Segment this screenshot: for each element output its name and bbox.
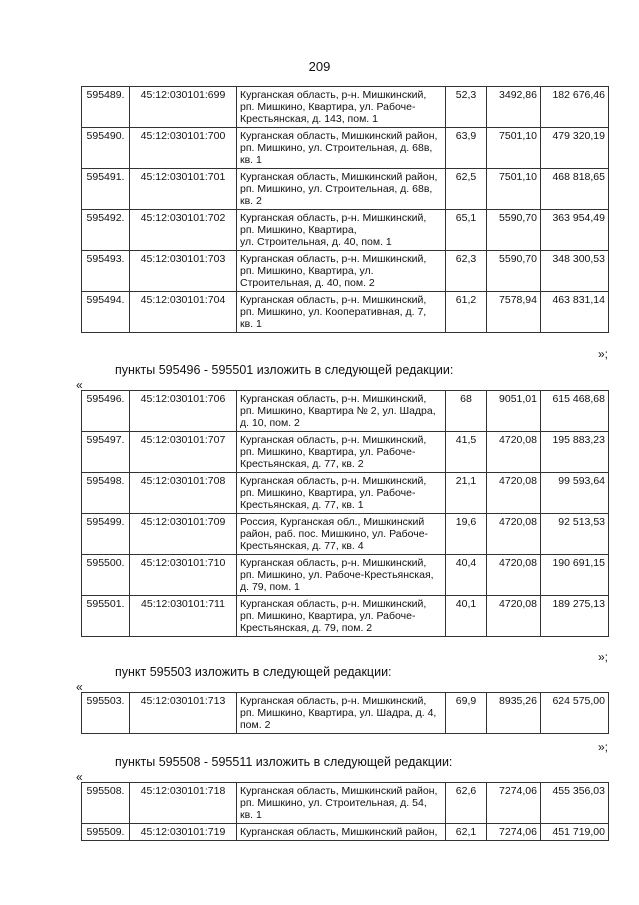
table-row (82, 432, 609, 473)
cadastral-cost: 615 468,68 (541, 391, 609, 432)
table-row (82, 210, 609, 251)
row-number: 595489. (82, 87, 130, 128)
registry-table-1 (81, 86, 609, 333)
table-row (82, 128, 609, 169)
address-line: рп. Мишкино, Квартира № 2, ул. Шадра, (240, 405, 436, 417)
area-value: 52,3 (446, 87, 487, 128)
address-cell (237, 824, 446, 841)
unit-price: 5590,70 (487, 210, 541, 251)
address-cell (237, 251, 446, 292)
address-line: Курганская область, р-н. Мишкинский, (240, 695, 427, 707)
address-line: д. 10, пом. 2 (240, 417, 300, 429)
address-line: рп. Мишкино, Квартира, ул. Рабоче- (240, 101, 416, 113)
cadastral-cost: 92 513,53 (541, 514, 609, 555)
unit-price: 4720,08 (487, 473, 541, 514)
cadastral-number: 45:12:030101:700 (130, 128, 237, 169)
table-row (82, 555, 609, 596)
address-line: пом. 2 (240, 719, 271, 731)
area-value: 21,1 (446, 473, 487, 514)
table-row (82, 251, 609, 292)
address-line: Курганская область, р-н. Мишкинский, (240, 212, 427, 224)
area-value: 62,3 (446, 251, 487, 292)
unit-price: 7274,06 (487, 783, 541, 824)
row-number: 595498. (82, 473, 130, 514)
row-number: 595499. (82, 514, 130, 555)
address-line: Строительная, д. 40, пом. 2 (240, 277, 375, 289)
unit-price: 7501,10 (487, 169, 541, 210)
address-line: Курганская область, р-н. Мишкинский, (240, 434, 427, 446)
area-value: 61,2 (446, 292, 487, 333)
unit-price: 8935,26 (487, 693, 541, 734)
address-line: ул. Строительная, д. 40, пом. 1 (240, 236, 392, 248)
address-line: кв. 2 (240, 195, 262, 207)
area-value: 62,6 (446, 783, 487, 824)
cadastral-number: 45:12:030101:703 (130, 251, 237, 292)
address-cell (237, 783, 446, 824)
cadastral-number: 45:12:030101:699 (130, 87, 237, 128)
row-number: 595500. (82, 555, 130, 596)
cadastral-number: 45:12:030101:708 (130, 473, 237, 514)
address-line: рп. Мишкино, ул. Рабоче-Крестьянская, (240, 569, 434, 581)
area-value: 69,9 (446, 693, 487, 734)
unit-price: 4720,08 (487, 596, 541, 637)
row-number: 595503. (82, 693, 130, 734)
area-value: 62,1 (446, 824, 487, 841)
address-line: д. 79, пом. 1 (240, 581, 300, 593)
area-value: 65,1 (446, 210, 487, 251)
address-cell (237, 555, 446, 596)
cadastral-number: 45:12:030101:706 (130, 391, 237, 432)
unit-price: 4720,08 (487, 514, 541, 555)
address-line: рп. Мишкино, Квартира, (240, 224, 357, 236)
page-number: 209 (308, 59, 331, 74)
cadastral-cost: 190 691,15 (541, 555, 609, 596)
cadastral-cost: 182 676,46 (541, 87, 609, 128)
opening-quote: « (76, 680, 83, 694)
cadastral-cost: 451 719,00 (541, 824, 609, 841)
address-line: Курганская область, р-н. Мишкинский, (240, 475, 427, 487)
opening-quote: « (76, 378, 83, 392)
address-line: Курганская область, р-н. Мишкинский, (240, 598, 427, 610)
row-number: 595492. (82, 210, 130, 251)
cadastral-number: 45:12:030101:709 (130, 514, 237, 555)
address-line: Крестьянская, д. 77, кв. 4 (240, 540, 364, 552)
table-row (82, 391, 609, 432)
cadastral-number: 45:12:030101:719 (130, 824, 237, 841)
cadastral-number: 45:12:030101:704 (130, 292, 237, 333)
unit-price: 4720,08 (487, 555, 541, 596)
cadastral-cost: 463 831,14 (541, 292, 609, 333)
area-value: 19,6 (446, 514, 487, 555)
unit-price: 7501,10 (487, 128, 541, 169)
registry-table-2 (81, 390, 609, 637)
address-line: Курганская область, Мишкинский район, (240, 826, 438, 838)
closing-quote: »; (597, 650, 608, 664)
address-cell (237, 128, 446, 169)
row-number: 595509. (82, 824, 130, 841)
table-row (82, 514, 609, 555)
unit-price: 5590,70 (487, 251, 541, 292)
address-cell (237, 514, 446, 555)
unit-price: 4720,08 (487, 432, 541, 473)
address-cell (237, 693, 446, 734)
table-body (82, 783, 609, 841)
address-line: Курганская область, р-н. Мишкинский, (240, 294, 427, 306)
address-line: кв. 1 (240, 318, 262, 330)
address-line: Крестьянская, д. 77, кв. 2 (240, 458, 364, 470)
cadastral-cost: 479 320,19 (541, 128, 609, 169)
table-body (82, 693, 609, 734)
row-number: 595501. (82, 596, 130, 637)
address-line: Курганская область, Мишкинский район, (240, 171, 438, 183)
cadastral-cost: 455 356,03 (541, 783, 609, 824)
cadastral-number: 45:12:030101:713 (130, 693, 237, 734)
address-line: рп. Мишкино, ул. Кооперативная, д. 7, (240, 306, 427, 318)
cadastral-cost: 363 954,49 (541, 210, 609, 251)
row-number: 595490. (82, 128, 130, 169)
row-number: 595491. (82, 169, 130, 210)
unit-price: 7578,94 (487, 292, 541, 333)
cadastral-number: 45:12:030101:707 (130, 432, 237, 473)
cadastral-cost: 468 818,65 (541, 169, 609, 210)
address-line: Курганская область, Мишкинский район, (240, 785, 438, 797)
area-value: 63,9 (446, 128, 487, 169)
closing-quote: »; (597, 347, 608, 361)
area-value: 68 (446, 391, 487, 432)
table-row (82, 87, 609, 128)
row-number: 595508. (82, 783, 130, 824)
table-body (82, 87, 609, 333)
table-row (82, 169, 609, 210)
address-cell (237, 210, 446, 251)
cadastral-cost: 348 300,53 (541, 251, 609, 292)
instruction-text: пункты 595496 - 595501 изложить в следующей редакции: (115, 363, 454, 377)
address-line: Крестьянская, д. 79, пом. 2 (240, 622, 373, 634)
unit-price: 7274,06 (487, 824, 541, 841)
address-line: рп. Мишкино, Квартира, ул. Шадра, д. 4, (240, 707, 437, 719)
address-line: рп. Мишкино, Квартира, ул. Рабоче- (240, 446, 416, 458)
address-line: Крестьянская, д. 143, пом. 1 (240, 113, 378, 125)
address-line: Курганская область, р-н. Мишкинский, (240, 393, 427, 405)
cadastral-number: 45:12:030101:710 (130, 555, 237, 596)
address-line: рп. Мишкино, ул. Строительная, д. 54, (240, 797, 427, 809)
table-body (82, 391, 609, 637)
address-line: Россия, Курганская обл., Мишкинский (240, 516, 425, 528)
cadastral-cost: 195 883,23 (541, 432, 609, 473)
cadastral-cost: 99 593,64 (541, 473, 609, 514)
area-value: 62,5 (446, 169, 487, 210)
unit-price: 3492,86 (487, 87, 541, 128)
address-line: кв. 1 (240, 154, 262, 166)
area-value: 40,1 (446, 596, 487, 637)
address-line: рп. Мишкино, Квартира, ул. (240, 265, 374, 277)
cadastral-number: 45:12:030101:711 (130, 596, 237, 637)
instruction-text: пункты 595508 - 595511 изложить в следующей редакции: (115, 755, 453, 769)
table-row (82, 473, 609, 514)
table-row (82, 292, 609, 333)
instruction-text: пункт 595503 изложить в следующей редакции: (115, 665, 392, 679)
address-cell (237, 87, 446, 128)
cadastral-number: 45:12:030101:701 (130, 169, 237, 210)
address-cell (237, 292, 446, 333)
closing-quote: »; (597, 740, 608, 754)
area-value: 41,5 (446, 432, 487, 473)
area-value: 40,4 (446, 555, 487, 596)
address-line: кв. 1 (240, 809, 262, 821)
row-number: 595493. (82, 251, 130, 292)
unit-price: 9051,01 (487, 391, 541, 432)
address-line: рп. Мишкино, ул. Строительная, д. 68в, (240, 183, 433, 195)
cadastral-cost: 189 275,13 (541, 596, 609, 637)
row-number: 595494. (82, 292, 130, 333)
address-line: Крестьянская, д. 77, кв. 1 (240, 499, 364, 511)
cadastral-cost: 624 575,00 (541, 693, 609, 734)
row-number: 595496. (82, 391, 130, 432)
address-cell (237, 596, 446, 637)
table-row (82, 693, 609, 734)
address-cell (237, 432, 446, 473)
table-row (82, 783, 609, 824)
table-row (82, 596, 609, 637)
address-line: рп. Мишкино, Квартира, ул. Рабоче- (240, 610, 416, 622)
address-cell (237, 391, 446, 432)
address-cell (237, 169, 446, 210)
address-line: рп. Мишкино, ул. Строительная, д. 68в, (240, 142, 433, 154)
address-line: Курганская область, р-н. Мишкинский, (240, 89, 427, 101)
address-line: Курганская область, р-н. Мишкинский, (240, 253, 427, 265)
address-line: рп. Мишкино, Квартира, ул. Рабоче- (240, 487, 416, 499)
address-line: Курганская область, р-н. Мишкинский, (240, 557, 427, 569)
address-cell (237, 473, 446, 514)
opening-quote: « (76, 770, 83, 784)
address-line: район, раб. пос. Мишкино, ул. Рабоче- (240, 528, 429, 540)
registry-table-4 (81, 782, 609, 841)
table-row (82, 824, 609, 841)
cadastral-number: 45:12:030101:718 (130, 783, 237, 824)
address-line: Курганская область, Мишкинский район, (240, 130, 438, 142)
row-number: 595497. (82, 432, 130, 473)
registry-table-3 (81, 692, 609, 734)
cadastral-number: 45:12:030101:702 (130, 210, 237, 251)
